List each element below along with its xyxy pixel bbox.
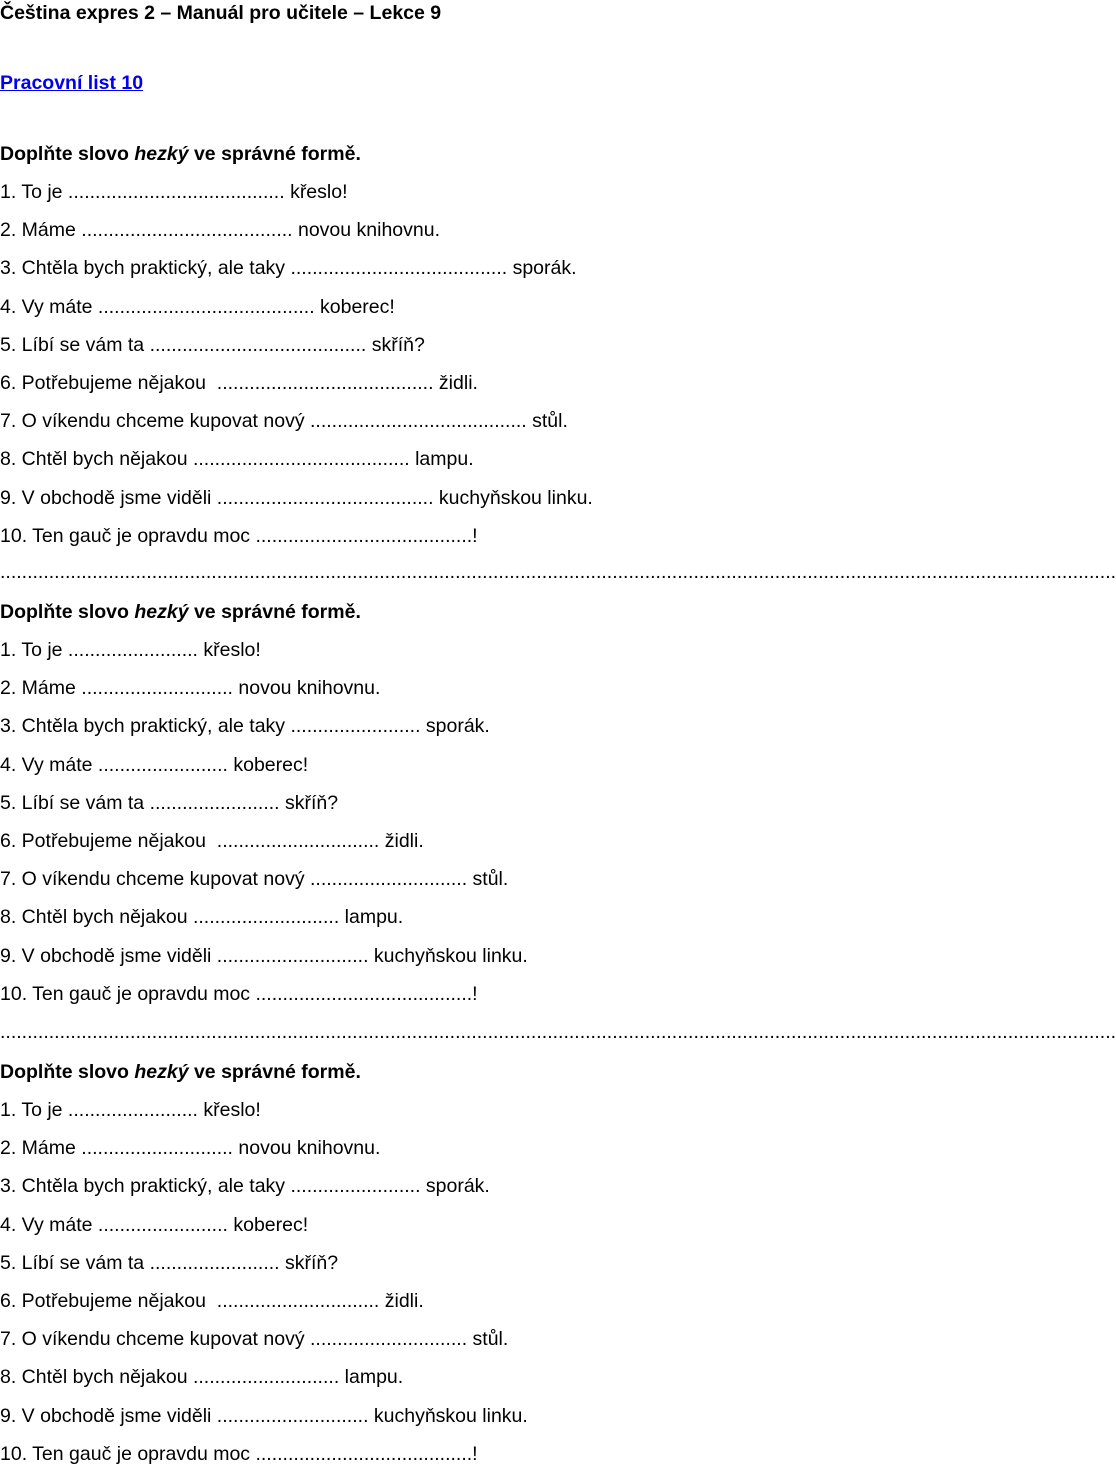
worksheet-link[interactable]: Pracovní list 10	[0, 72, 144, 94]
instruction-text: Doplňte slovo	[0, 601, 135, 623]
exercise-item-text: 7. O víkendu chceme kupovat nový ........................................ stůl.	[0, 410, 568, 433]
exercise-item-text: 9. V obchodě jsme viděli ........................................ kuchyňskou linku.	[0, 486, 593, 509]
exercise-item	[0, 526, 960, 564]
exercise-item	[0, 678, 960, 716]
exercise-block-1	[0, 144, 960, 564]
exercise-item	[0, 1291, 960, 1329]
instruction-text-end: ve správné formě.	[188, 143, 361, 165]
exercise-item-text: 2. Máme ............................ novou knihovnu.	[0, 1137, 381, 1160]
exercise-block-2	[0, 602, 960, 1022]
exercise-item-text: 8. Chtěl bych nějakou ........................... lampu.	[0, 906, 404, 929]
exercise-item	[0, 640, 960, 678]
exercise-item	[0, 1444, 960, 1482]
exercise-item-text: 3. Chtěla bych praktický, ale taky ........................ sporák.	[0, 715, 490, 738]
cut-line-divider: ..............................................................................................................................................................................................................	[0, 1021, 1116, 1043]
instruction-text-end: ve správné formě.	[188, 601, 361, 623]
exercise-item-text: 8. Chtěl bych nějakou ........................... lampu.	[0, 1366, 404, 1389]
exercise-item-text: 4. Vy máte ........................ koberec!	[0, 1213, 309, 1236]
exercise-item-text: 10. Ten gauč je opravdu moc ........................................!	[0, 982, 478, 1005]
exercise-item	[0, 1100, 960, 1138]
exercise-item-text: 7. O víkendu chceme kupovat nový ............................. stůl.	[0, 868, 509, 891]
exercise-item	[0, 946, 960, 984]
instruction-word: hezký	[134, 143, 189, 165]
exercise-instruction	[0, 602, 960, 622]
exercise-item	[0, 831, 960, 869]
exercise-item-text: 4. Vy máte ........................ koberec!	[0, 753, 309, 776]
document-header: Čeština expres 2 – Manuál pro učitele – Lekce 9	[0, 2, 442, 24]
exercise-item	[0, 220, 960, 258]
exercise-item-text: 6. Potřebujeme nějakou .............................. židli.	[0, 829, 424, 852]
instruction-word: hezký	[134, 1061, 189, 1083]
exercise-item	[0, 984, 960, 1022]
exercise-item-text: 4. Vy máte ........................................ koberec!	[0, 295, 395, 318]
cut-line-divider: ..............................................................................................................................................................................................................	[0, 561, 1116, 583]
exercise-item	[0, 755, 960, 793]
exercise-item-text: 10. Ten gauč je opravdu moc ........................................!	[0, 1442, 478, 1465]
exercise-item	[0, 1253, 960, 1291]
exercise-item-text: 5. Líbí se vám ta ........................ skříň?	[0, 1251, 339, 1274]
exercise-item	[0, 1329, 960, 1367]
exercise-item-text: 1. To je ........................................ křeslo!	[0, 181, 348, 203]
exercise-item	[0, 411, 960, 449]
exercise-item-text: 1. To je ........................ křeslo!	[0, 1099, 261, 1121]
instruction-text: Doplňte slovo	[0, 143, 135, 165]
exercise-item	[0, 793, 960, 831]
exercise-item-text: 5. Líbí se vám ta ........................ skříň?	[0, 791, 339, 814]
exercise-item-text: 6. Potřebujeme nějakou ........................................ židli.	[0, 371, 478, 394]
exercise-item	[0, 907, 960, 945]
exercise-item-text: 2. Máme ............................ novou knihovnu.	[0, 677, 381, 700]
exercise-item-text: 3. Chtěla bych praktický, ale taky ........................ sporák.	[0, 1175, 490, 1198]
instruction-text: Doplňte slovo	[0, 1061, 135, 1083]
exercise-item	[0, 335, 960, 373]
exercise-instruction	[0, 144, 960, 164]
exercise-item	[0, 373, 960, 411]
exercise-item-text: 10. Ten gauč je opravdu moc ........................................!	[0, 524, 478, 547]
exercise-item	[0, 869, 960, 907]
exercise-block-3	[0, 1062, 960, 1482]
exercise-item-text: 6. Potřebujeme nějakou .............................. židli.	[0, 1289, 424, 1312]
exercise-item-text: 5. Líbí se vám ta ........................................ skříň?	[0, 333, 425, 356]
exercise-item	[0, 182, 960, 220]
exercise-item	[0, 488, 960, 526]
exercise-item-text: 9. V obchodě jsme viděli ............................ kuchyňskou linku.	[0, 944, 528, 967]
exercise-item	[0, 1138, 960, 1176]
exercise-item	[0, 449, 960, 487]
instruction-word: hezký	[134, 601, 189, 623]
exercise-item	[0, 1176, 960, 1214]
exercise-item-text: 3. Chtěla bych praktický, ale taky ........................................ sporák.	[0, 257, 577, 280]
exercise-item-text: 8. Chtěl bych nějakou ........................................ lampu.	[0, 448, 474, 471]
exercise-item	[0, 1215, 960, 1253]
exercise-item-text: 7. O víkendu chceme kupovat nový ............................. stůl.	[0, 1328, 509, 1351]
exercise-item	[0, 258, 960, 296]
instruction-text-end: ve správné formě.	[188, 1061, 361, 1083]
exercise-item	[0, 1367, 960, 1405]
exercise-item	[0, 1406, 960, 1444]
exercise-item	[0, 297, 960, 335]
exercise-item-text: 9. V obchodě jsme viděli ............................ kuchyňskou linku.	[0, 1404, 528, 1427]
exercise-instruction	[0, 1062, 960, 1082]
exercise-item-text: 1. To je ........................ křeslo!	[0, 639, 261, 661]
exercise-item-text: 2. Máme ....................................... novou knihovnu.	[0, 219, 441, 242]
exercise-item	[0, 716, 960, 754]
